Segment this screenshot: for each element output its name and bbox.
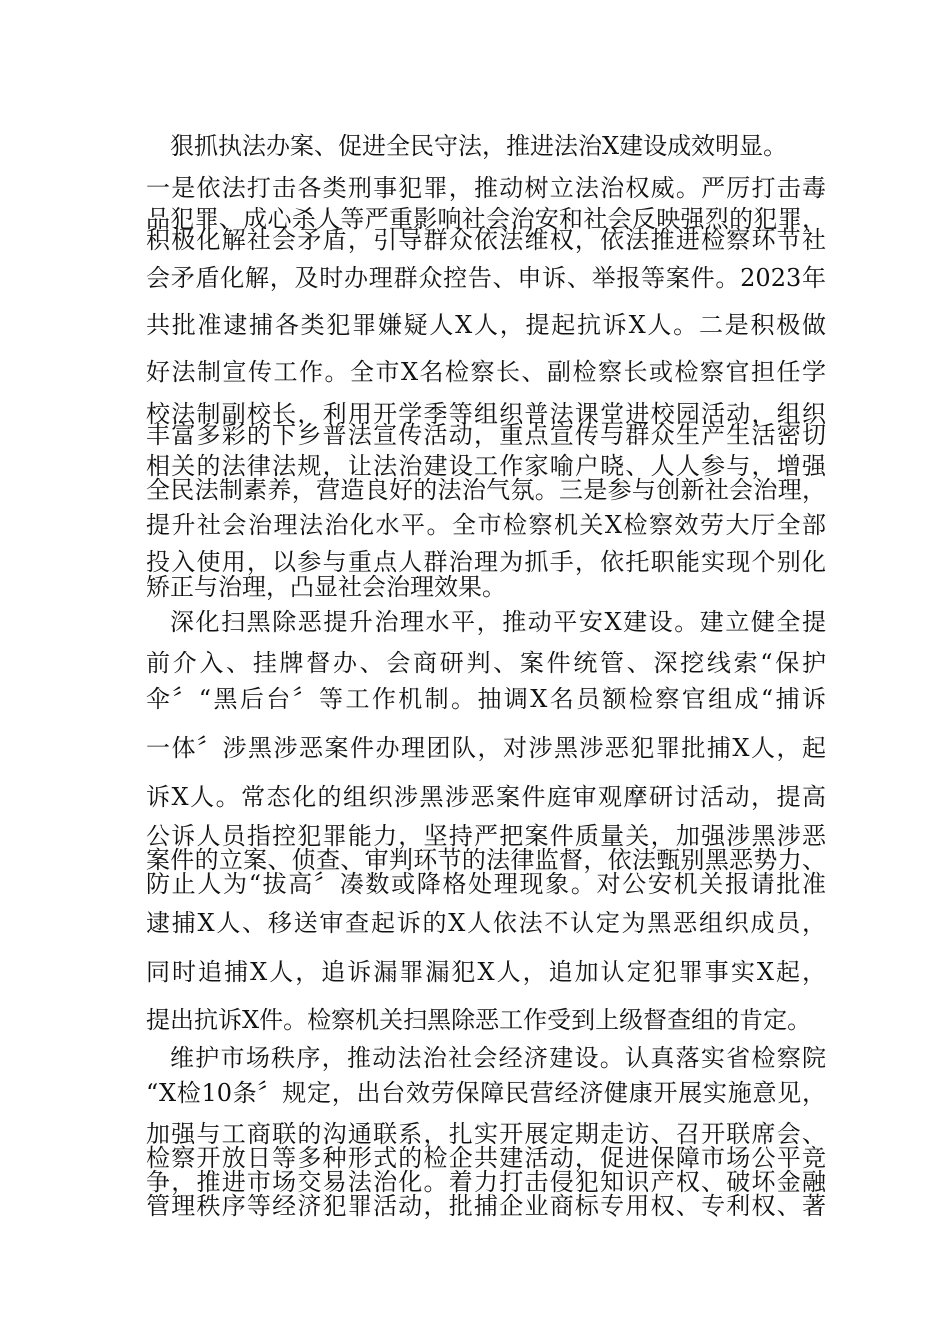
paragraph-line: 矫正与治理，凸显社会治理效果。 <box>146 573 506 601</box>
paragraph-line: 伞〞“黑后台〞等工作机制。抽调X名员额检察官组成“捕诉 <box>146 685 826 713</box>
paragraph-line: 前介入、挂牌督办、会商研判、案件统管、深挖线索“保护 <box>146 649 826 677</box>
paragraph-line: 相关的法律法规，让法治建设工作家喻户晓、人人参与，增强 <box>146 452 826 480</box>
paragraph-line: 维护市场秩序，推动法治社会经济建设。认真落实省检察院 <box>170 1044 826 1072</box>
paragraph-line: 提出抗诉X件。检察机关扫黑除恶工作受到上级督查组的肯定。 <box>146 1006 812 1034</box>
paragraph-line: 会矛盾化解，及时办理群众控告、申诉、举报等案件。2023年 <box>146 264 826 292</box>
paragraph-line: 检察开放日等多种形式的检企共建活动，促进保障市场公平竞 <box>146 1144 826 1172</box>
paragraph-line: 校法制副校长，利用开学季等组织普法课堂进校园活动，组织 <box>146 400 826 428</box>
paragraph-line: 狠抓执法办案、促进全民守法，推进法治X建设成效明显。 <box>170 132 788 160</box>
paragraph-line: 同时追捕X人，追诉漏罪漏犯X人，追加认定犯罪事实X起， <box>146 958 826 986</box>
paragraph-line: 管理秩序等经济犯罪活动，批捕企业商标专用权、专利权、著 <box>146 1192 826 1220</box>
paragraph-line: 诉X人。常态化的组织涉黑涉恶案件庭审观摩研讨活动，提高 <box>146 783 826 811</box>
paragraph-line: 争，推进市场交易法治化。着力打击侵犯知识产权、破坏金融 <box>146 1168 826 1196</box>
paragraph-line: 全民法制素养，营造良好的法治气氛。三是参与创新社会治理， <box>146 476 826 504</box>
paragraph-line: 丰富多彩的下乡普法宣传活动，重点宣传与群众生产生活密切 <box>146 421 826 449</box>
paragraph-line: 防止人为“拔高〞凑数或降格处理现象。对公安机关报请批准 <box>146 870 826 898</box>
paragraph-line: 积极化解社会矛盾，引导群众依法维权，依法推进检察环节社 <box>146 226 826 254</box>
paragraph-line: 提升社会治理法治化水平。全市检察机关X检察效劳大厅全部 <box>146 511 826 539</box>
paragraph-line: 加强与工商联的沟通联系，扎实开展定期走访、召开联席会、 <box>146 1120 826 1148</box>
paragraph-line: 共批准逮捕各类犯罪嫌疑人X人，提起抗诉X人。二是积极做 <box>146 311 826 339</box>
paragraph-line: 好法制宣传工作。全市X名检察长、副检察长或检察官担任学 <box>146 358 826 386</box>
paragraph-line: 一是依法打击各类刑事犯罪，推动树立法治权威。严厉打击毒 <box>146 174 826 202</box>
paragraph-line: 品犯罪、成心杀人等严重影响社会治安和社会反映强烈的犯罪， <box>146 205 826 233</box>
paragraph-line: 案件的立案、侦查、审判环节的法律监督，依法甄别黑恶势力、 <box>146 846 826 874</box>
paragraph-line: “X检10条〞规定，出台效劳保障民营经济健康开展实施意见， <box>146 1079 826 1107</box>
paragraph-line: 逮捕X人、移送审查起诉的X人依法不认定为黑恶组织成员， <box>146 909 826 937</box>
paragraph-line: 公诉人员指控犯罪能力，坚持严把案件质量关，加强涉黑涉恶 <box>146 822 826 850</box>
paragraph-line: 投入使用，以参与重点人群治理为抓手，依托职能实现个别化 <box>146 548 826 576</box>
paragraph-line: 一体〞涉黑涉恶案件办理团队，对涉黑涉恶犯罪批捕X人，起 <box>146 734 826 762</box>
paragraph-line: 深化扫黑除恶提升治理水平，推动平安X建设。建立健全提 <box>170 608 826 636</box>
